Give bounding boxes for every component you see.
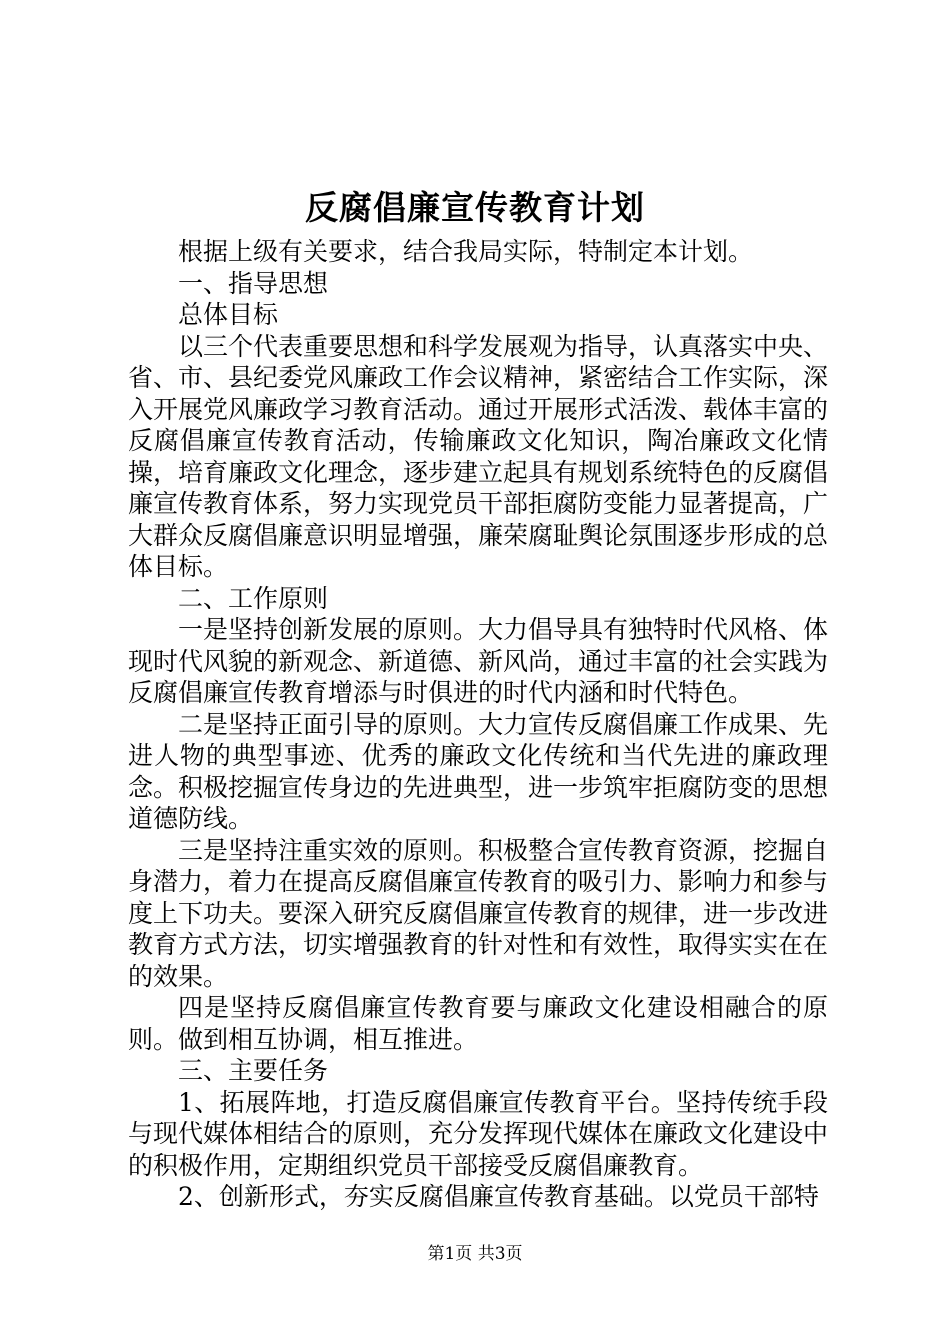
page-footer: 第1页 共3页 bbox=[427, 1244, 523, 1264]
paragraph-principle-4: 四是坚持反腐倡廉宣传教育要与廉政文化建设相融合的原则。做到相互协调，相互推进。 bbox=[128, 993, 828, 1054]
section-heading-guiding-ideology: 一、指导思想 bbox=[178, 268, 329, 298]
paragraph-principle-2: 二是坚持正面引导的原则。大力宣传反腐倡廉工作成果、先进人物的典型事迹、优秀的廉政文化传统和当代先进的廉政理念。积极挖掘宣传身边的先进典型，进一步筑牢拒腐防变的思想道德防线。 bbox=[128, 709, 829, 833]
section-heading-work-principles: 二、工作原则 bbox=[178, 583, 329, 613]
paragraph-intro: 根据上级有关要求，结合我局实际，特制定本计划。 bbox=[178, 237, 754, 266]
paragraph-principle-1: 一是坚持创新发展的原则。大力倡导具有独特时代风格、体现时代风貌的新观念、新道德、新风尚，通过丰富的社会实践为反腐倡廉宣传教育增添与时俱进的时代内涵和时代特色。 bbox=[128, 615, 829, 707]
paragraph-principle-3: 三是坚持注重实效的原则。积极整合宣传教育资源，挖掘自身潜力，着力在提高反腐倡廉宣传教育的吸引力、影响力和参与度上下功夫。要深入研究反腐倡廉宣传教育的规律，进一步改进教育方式方法，切实增强教育的针对性和有效性，取得实实在在的效果。 bbox=[128, 835, 829, 991]
section-heading-main-tasks: 三、主要任务 bbox=[178, 1056, 329, 1085]
document-title: 反腐倡廉宣传教育计划 bbox=[305, 188, 645, 227]
document-body bbox=[128, 236, 828, 1213]
paragraph-task-2: 2、创新形式，夯实反腐倡廉宣传教育基础。以党员干部特 bbox=[178, 1182, 819, 1211]
subheading-overall-goal: 总体目标 bbox=[178, 300, 279, 329]
paragraph-task-1: 1、拓展阵地，打造反腐倡廉宣传教育平台。坚持传统手段与现代媒体相结合的原则，充分发挥现代媒体在廉政文化建设中的积极作用，定期组织党员干部接受反腐倡廉教育。 bbox=[128, 1087, 829, 1180]
paragraph-overall-goal: 以三个代表重要思想和科学发展观为指导，认真落实中央、省、市、县纪委党风廉政工作会议精神，紧密结合工作实际，深入开展党风廉政学习教育活动。通过开展形式活泼、载体丰富的反腐倡廉宣传教育活动，传输廉政文化知识，陶冶廉政文化情操，培育廉政文化理念，逐步建立起具有规划系统特色的反腐倡廉宣传教育体系，努力实现党员干部拒腐防变能力显著提高，广大群众反腐倡廉意识明显增强，廉荣腐耻舆论氛围逐步形成的总体目标。 bbox=[128, 331, 829, 581]
